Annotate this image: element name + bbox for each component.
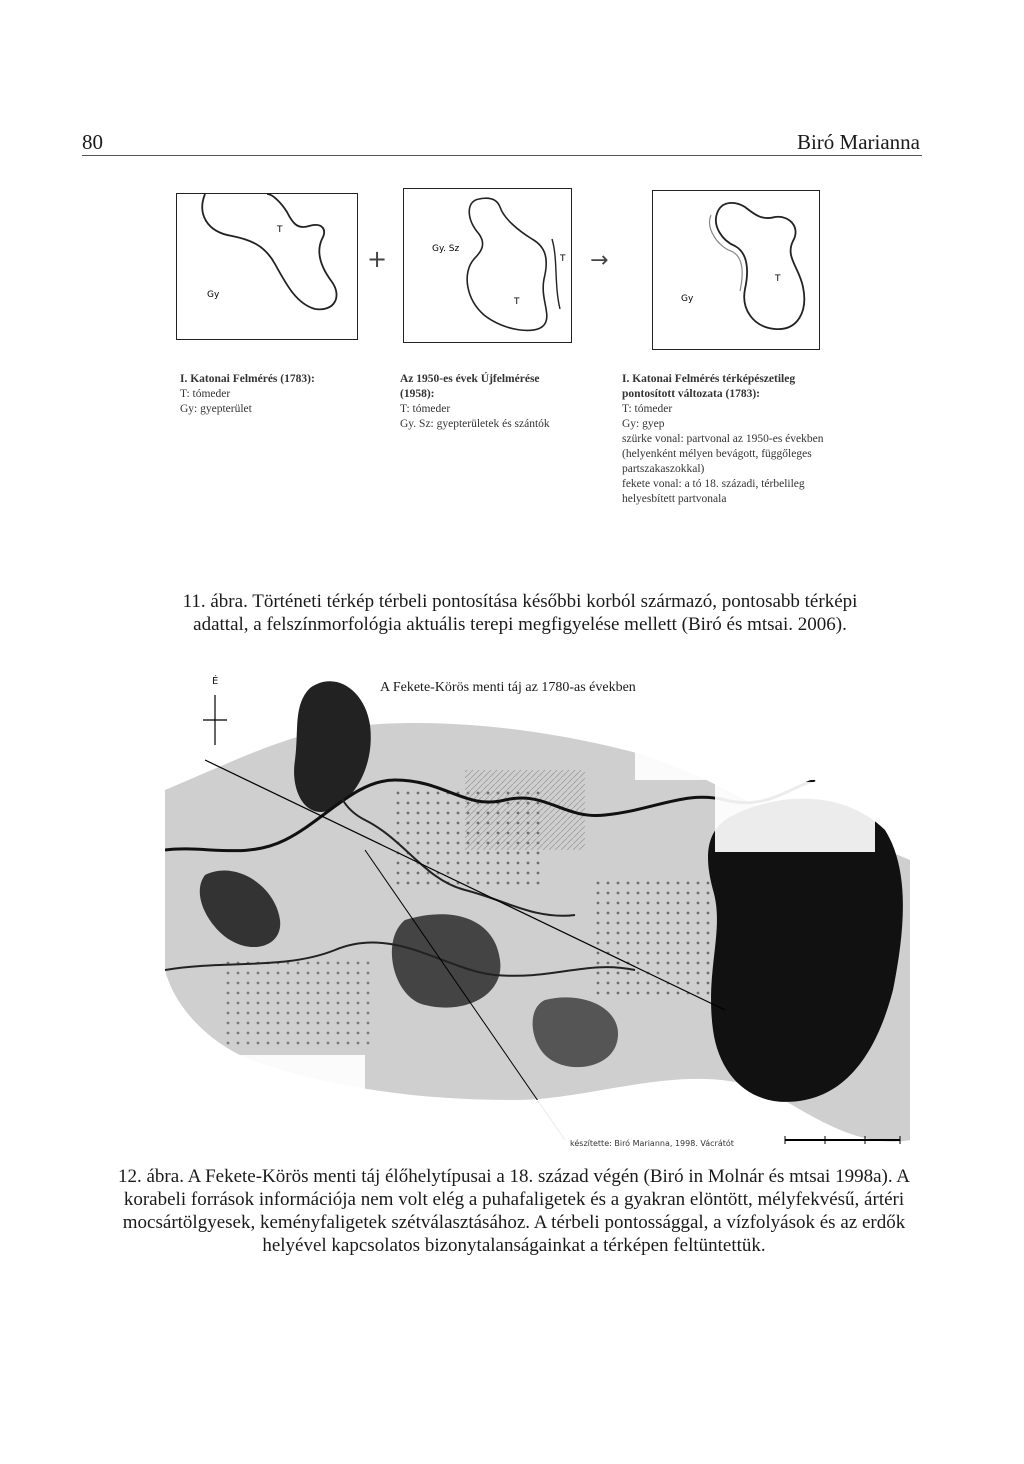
historical-map xyxy=(165,670,910,1155)
label-t-right: T xyxy=(560,254,566,264)
caption-line: Gy: gyep xyxy=(622,418,665,430)
lake-sketch-1783 xyxy=(177,194,357,339)
caption-1958 xyxy=(400,372,565,432)
caption-line: Gy. Sz: gyepterületek és szántók xyxy=(400,418,550,430)
running-head: Biró Marianna xyxy=(796,130,920,154)
label-gy: Gy xyxy=(681,294,694,304)
diagram-panel-corrected xyxy=(652,190,820,350)
map-graphic xyxy=(165,670,910,1155)
figure-11-caption: 11. ábra. Történeti térkép térbeli pontosítása későbbi korból származó, pontosabb térképi adattal, a felszínmorfológia aktuális terepi megfigyelése mellett (Biró és mtsai. 2006). xyxy=(182,591,858,635)
north-label: É xyxy=(212,676,219,687)
caption-line: T: tómeder xyxy=(180,388,231,400)
label-gysz: Gy. Sz xyxy=(432,244,460,254)
caption-title: I. Katonai Felmérés térképészetileg pontosított változata (1783): xyxy=(622,373,796,400)
arrow-operator: → xyxy=(590,248,609,273)
map-title: A Fekete-Körös menti táj az 1780-as években xyxy=(380,680,636,695)
caption-line: T: tómeder xyxy=(400,403,451,415)
caption-line: Gy: gyepterület xyxy=(180,403,252,415)
label-gy: Gy xyxy=(207,290,220,300)
diagram-panel-1783 xyxy=(176,193,358,340)
map-credit: készítette: Biró Marianna, 1998. Vácrátót xyxy=(570,1139,734,1148)
figure-12-caption: 12. ábra. A Fekete-Körös menti táj élőhelytípusai a 18. század végén (Biró in Molnár és mtsai 1998a). A korabeli források információja nem volt elég a puhafaligetek és a gyakran elöntött, mélyfekvésű, ártéri mocsártölgyesek, keményfaligetek szétválasztásához. A térbeli pontossággal, a vízfolyások és az erdők helyével kapcsolatos bizonytalanságainkat a térképen feltüntettük. xyxy=(118,1166,910,1256)
lake-sketch-corrected xyxy=(653,191,819,349)
lake-sketch-1958 xyxy=(404,189,571,342)
plus-operator: + xyxy=(367,245,388,273)
caption-line: T: tómeder xyxy=(622,403,673,415)
label-t: T xyxy=(277,225,283,235)
label-t-lower: T xyxy=(514,297,520,307)
caption-title: I. Katonai Felmérés (1783): xyxy=(180,373,315,385)
diagram-panel-1958 xyxy=(403,188,572,343)
caption-1783 xyxy=(180,372,355,417)
page-number: 80 xyxy=(82,130,103,154)
label-t: T xyxy=(775,274,781,284)
caption-corrected xyxy=(622,372,847,507)
header-rule xyxy=(82,155,922,156)
caption-line: szürke vonal: partvonal az 1950-es években (helyenként mélyen bevágott, függőleges partszakaszokkal) xyxy=(622,433,824,475)
caption-line: fekete vonal: a tó 18. századi, térbelileg helyesbített partvonala xyxy=(622,478,805,505)
caption-title: Az 1950-es évek Újfelmérése (1958): xyxy=(400,373,540,400)
